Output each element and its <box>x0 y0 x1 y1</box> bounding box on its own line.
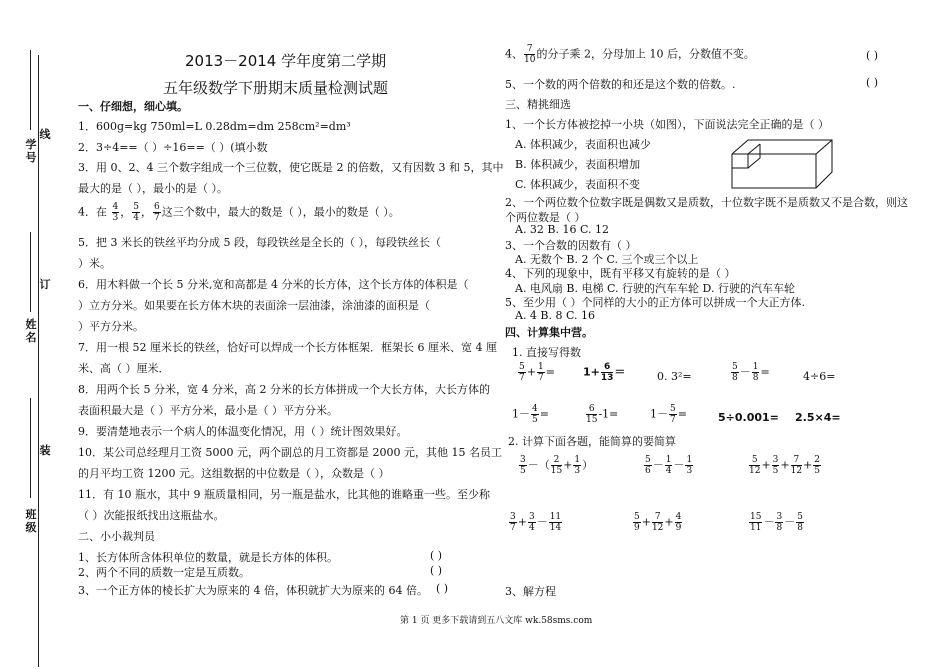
q1-8a: 8．用两个长 5 分米，宽 4 分米，高 2 分米的长方体拼成一个大长方体，大长方体的 <box>78 383 490 396</box>
calc-part1-label: 1. 直接写得数 <box>512 346 581 359</box>
calc-r2-c4: 5÷0.001= <box>718 411 779 424</box>
section4-heading: 四、计算集中营。 <box>505 326 593 339</box>
q2-4-paren: ( ) <box>866 49 879 62</box>
calc-r3-c2: $\frac{5}{6}$ － $\frac{1}{4}$ － $\frac{1}{3}$ <box>645 455 693 476</box>
q1-5a: 5．把 3 米长的铁丝平均分成 5 段，每段铁丝是全长的（ ），每段铁丝长（ <box>78 236 441 249</box>
section1-heading: 一、仔细想，细心填。 <box>78 100 188 113</box>
q2-5: 5、一个数的两个倍数的和还是这个数的倍数。. <box>505 78 736 91</box>
q2-4-den: 10 <box>524 55 536 65</box>
q1-3a: 3．用 0、2、4 三个数字组成一个三位数，使它既是 2 的倍数，又有因数 3 和 5，其中 <box>78 161 504 174</box>
margin-zhuang-char: 装 <box>39 444 51 457</box>
q1-4: 4．在 $\frac{4}{3}$ ， $\frac{5}{4}$ ， $\frac{6}{7}$ 这三个数中，最大的数是（ ），最小的数是（ ）。 <box>78 202 400 223</box>
q1-3b: 最大的是（ ），最小的是（ ）。 <box>78 182 228 195</box>
q1-7b: 米、高（ ）厘米． <box>78 362 170 375</box>
q2-5-paren: ( ) <box>866 76 879 89</box>
calc-r1-c2: 1+ $\frac{6}{13}$ ＝ <box>583 362 626 383</box>
q3-1: 1、一个长方体被挖掉一小块（如图），下面说法完全正确的是（ ） <box>505 118 829 131</box>
margin-name: 姓名 <box>25 318 37 344</box>
q3-3: 3、一个合数的因数有（ ） <box>505 239 637 252</box>
q1-5b: ）米。 <box>78 257 111 270</box>
calc-r3-c1: $\frac{3}{5}$ －（ $\frac{2}{15}$ + $\frac{1}{3}$ ） <box>520 455 594 476</box>
q3-2b: 个两位数是（ ） <box>505 211 586 224</box>
q2-3-paren: ( ) <box>436 582 449 595</box>
page-footer: 第 1 页 更多下载请到五八文库 wk.58sms.com <box>400 616 593 626</box>
q1-2: 2．3÷4==（ ）÷16==（ ）(填小数 <box>78 141 268 154</box>
q3-2-options: A. 32 B. 16 C. 12 <box>515 223 610 236</box>
student-no-line <box>30 50 31 130</box>
q3-4: 4、下列的现象中，既有平移又有旋转的是（ ） <box>505 267 736 280</box>
q1-4-fraction2 <box>132 202 140 223</box>
q1-9: 9．要清楚地表示一个病人的体温变化情况，用（ ）统计图效果好。 <box>78 425 408 438</box>
q1-4-fraction3 <box>153 202 161 223</box>
q1-4-f2-den: 4 <box>133 213 139 223</box>
title-line1: 2013－2014 学年度第二学期 <box>185 52 387 70</box>
section3-heading: 三、精挑细选 <box>505 98 571 111</box>
calc-part2-label: 2. 计算下面各题，能简算的要简算 <box>508 435 676 448</box>
margin-class: 班级 <box>25 508 37 534</box>
cutout-front <box>732 154 748 168</box>
q3-2a: 2、一个两位数个位数字既是偶数又是质数，十位数字既不是质数又不是合数，则这 <box>505 196 908 209</box>
margin-ding-char: 订 <box>39 278 51 291</box>
q3-5-options: A. 4 B. 8 C. 16 <box>515 309 596 322</box>
q2-4-prefix: 4、 <box>505 47 523 61</box>
q2-3: 3、一个正方体的棱长扩大为原来的 4 倍，体积就扩大为原来的 64 倍。 <box>78 584 428 597</box>
q1-4-f3-den: 7 <box>153 213 160 223</box>
cutout-back <box>748 144 760 168</box>
binding-line <box>38 55 39 667</box>
margin-line-char: 线 <box>39 128 51 141</box>
calc-r1-c1: $\frac{5}{7}$ + $\frac{1}{7}$ = <box>519 362 555 383</box>
q1-11b: （ ）次能报纸找出这瓶盐水。 <box>78 509 225 522</box>
q1-4-f1-num: 4 <box>112 202 119 212</box>
q1-6a: 6．用木料做一个长 5 分米,宽和高都是 4 分米的长方体，这个长方体的体积是（ <box>78 278 469 291</box>
calc-r3-c3: $\frac{5}{12}$ + $\frac{3}{5}$ + $\frac{7}{12}$ + $\frac{2}{5}$ <box>749 455 821 476</box>
q1-11a: 11．有 10 瓶水，其中 9 瓶质量相同，另一瓶是盐水，比其他的谁略重一些。至少称 <box>78 488 490 501</box>
class-line <box>30 398 31 498</box>
q2-4-num: 7 <box>524 44 535 55</box>
q1-8b: 表面积最大是（ ）平方分米，最小是（ ）平方分米。 <box>78 404 338 417</box>
q1-4-f1-den: 3 <box>112 213 119 223</box>
calc-part3-label: 3、解方程 <box>505 585 556 598</box>
q2-2-paren: ( ) <box>430 564 443 577</box>
q1-10b: 的月平均工资 1200 元。这组数据的中位数是（ ），众数是（ ） <box>78 467 390 480</box>
q3-1-optB: B. 体积减少，表面积增加 <box>515 158 641 171</box>
calc-r2-c3: 1－ $\frac{5}{7}$ = <box>650 404 687 425</box>
q1-6c: ）平方分米。 <box>78 320 144 333</box>
q3-1-optA: A. 体积减少，表面积也减少 <box>515 138 651 151</box>
q2-1-paren: ( ) <box>430 549 443 562</box>
q1-10a: 10．某公司总经理月工资 5000 元，两个副总的月工资都是 2000 元，其他 15 名员工 <box>78 446 502 459</box>
q1-6b: ）立方分米。如果要在长方体木块的表面涂一层油漆，涂油漆的面积是（ <box>78 299 430 312</box>
calc-r4-c1: $\frac{3}{7}$ + $\frac{3}{4}$ － $\frac{11}{14}$ <box>510 512 562 533</box>
q2-4-suffix: 的分子乘 2，分母加上 10 后，分数值不变。 <box>536 47 755 61</box>
margin-student-no: 学号 <box>25 138 37 164</box>
q1-4-f2-num: 5 <box>133 202 139 212</box>
calc-r2-c1: 1－ $\frac{4}{5}$ = <box>512 404 549 425</box>
calc-r2-c2: $\frac{6}{15}$ -1= <box>586 404 619 425</box>
q3-4-options: A. 电风扇 B. 电梯 C. 行驶的汽车车轮 D. 行驶的汽车车轮 <box>515 282 795 295</box>
cuboid-outline <box>732 140 832 188</box>
q1-7a: 7．用一根 52 厘米长的铁丝，恰好可以焊成一个长方体框架．框架长 6 厘米、宽 4 厘 <box>78 341 497 354</box>
title-line2: 五年级数学下册期末质量检测试题 <box>163 79 389 97</box>
q3-1-optC: C. 体积减少，表面积不变 <box>515 178 641 191</box>
cuboid-figure <box>730 132 840 192</box>
name-line <box>30 232 31 312</box>
q2-1: 1、长方体所含体积单位的数量，就是长方体的体积。 <box>78 551 338 564</box>
q1-4-fraction1 <box>112 202 120 223</box>
q2-4-fraction <box>524 44 535 65</box>
calc-r2-c5: 2.5×4= <box>795 411 841 424</box>
calc-r4-c2: $\frac{5}{9}$ + $\frac{7}{12}$ + $\frac{4}{9}$ <box>634 512 682 533</box>
q2-2: 2、两个不同的质数一定是互质数。 <box>78 566 250 579</box>
q1-4-suffix: 这三个数中，最大的数是（ ），最小的数是（ ）。 <box>161 205 400 219</box>
q3-3-options: A. 无数个 B. 2 个 C. 三个或三个以上 <box>515 253 699 266</box>
cutout-top <box>748 144 760 154</box>
q1-4-f3-num: 6 <box>153 202 160 212</box>
calc-r1-c3: 0. 3²= <box>657 370 692 383</box>
section2-heading: 二、小小裁判员 <box>78 530 155 543</box>
q1-1: 1．600g=kg 750ml=L 0.28dm=dm 258cm²=dm³ <box>78 120 351 133</box>
calc-r4-c3: $\frac{15}{11}$ － $\frac{3}{8}$ － $\frac{5}{8}$ <box>750 512 803 533</box>
q1-4-prefix: 4．在 <box>78 205 107 219</box>
q2-4 <box>505 44 755 65</box>
calc-r1-c5: 4÷6= <box>803 370 836 383</box>
calc-r1-c4: $\frac{5}{8}$ － $\frac{1}{8}$ = <box>732 362 770 383</box>
q3-5: 5、至少用（ ）个同样的大小的正方体可以拼成一个大正方体. <box>505 296 805 309</box>
cuboid-edge-2 <box>816 140 832 154</box>
